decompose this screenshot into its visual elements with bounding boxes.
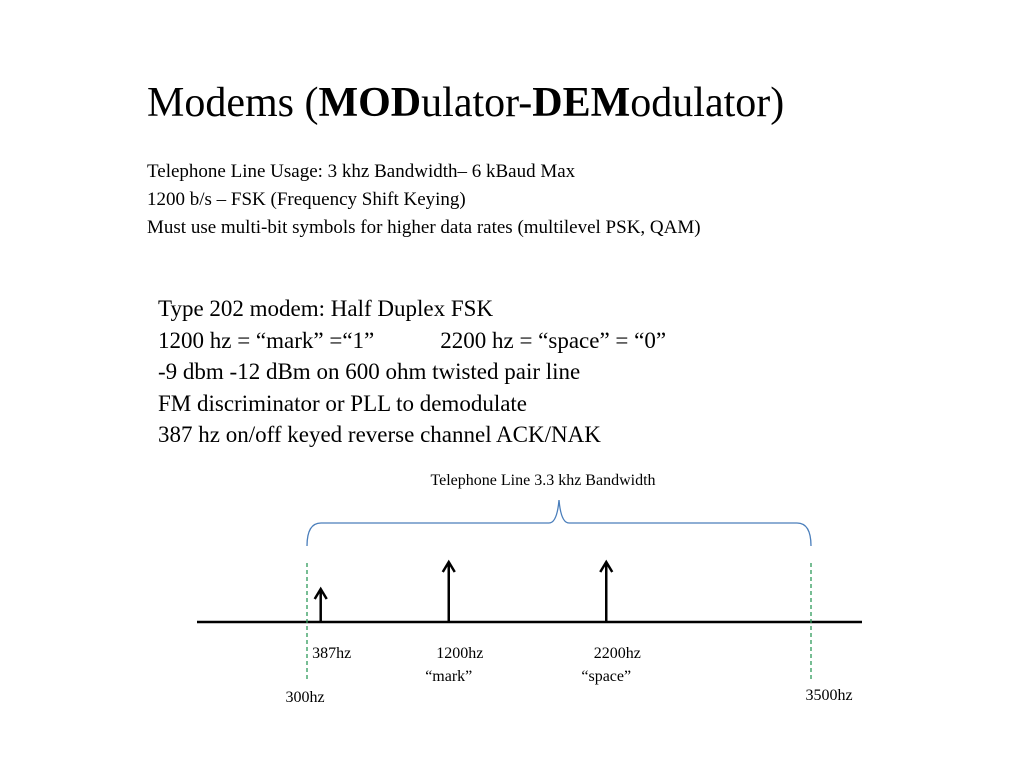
tone-label: 2200hz: [593, 645, 641, 662]
tone-sublabel: “space”: [581, 668, 632, 685]
details-line: FM discriminator or PLL to demodulate: [158, 390, 528, 416]
intro-line: Telephone Line Usage: 3 khz Bandwidth– 6 kBaud Max: [147, 161, 576, 182]
title-dem-rest: odulator): [630, 80, 785, 126]
title-prefix: Modems (: [147, 80, 319, 126]
tones-group: [312, 562, 641, 685]
mark-definition: 1200 hz = “mark” =“1”: [158, 327, 375, 353]
intro-line: 1200 b/s – FSK (Frequency Shift Keying): [147, 189, 466, 210]
title-mod-rest: ulator-: [421, 80, 533, 126]
intro-line: Must use multi-bit symbols for higher data rates (multilevel PSK, QAM): [147, 217, 701, 238]
band-edge-label: 3500hz: [805, 687, 853, 704]
band-edges-group: [285, 563, 852, 706]
details-line: 387 hz on/off keyed reverse channel ACK/NAK: [158, 422, 601, 447]
band-edge-label: 300hz: [285, 689, 325, 706]
bandwidth-label: Telephone Line 3.3 khz Bandwidth: [430, 472, 656, 489]
bandwidth-brace: [307, 500, 811, 546]
details-line: Type 202 modem: Half Duplex FSK: [158, 296, 494, 321]
title-dem-bold: DEM: [532, 80, 631, 126]
title-mod-bold: MOD: [318, 80, 422, 126]
tone-label: 1200hz: [436, 645, 484, 662]
space-definition: 2200 hz = “space” = “0”: [440, 327, 667, 353]
tone-label: 387hz: [312, 645, 352, 662]
details-line: -9 dbm -12 dBm on 600 ohm twisted pair line: [158, 359, 581, 384]
tone-sublabel: “mark”: [425, 668, 473, 685]
